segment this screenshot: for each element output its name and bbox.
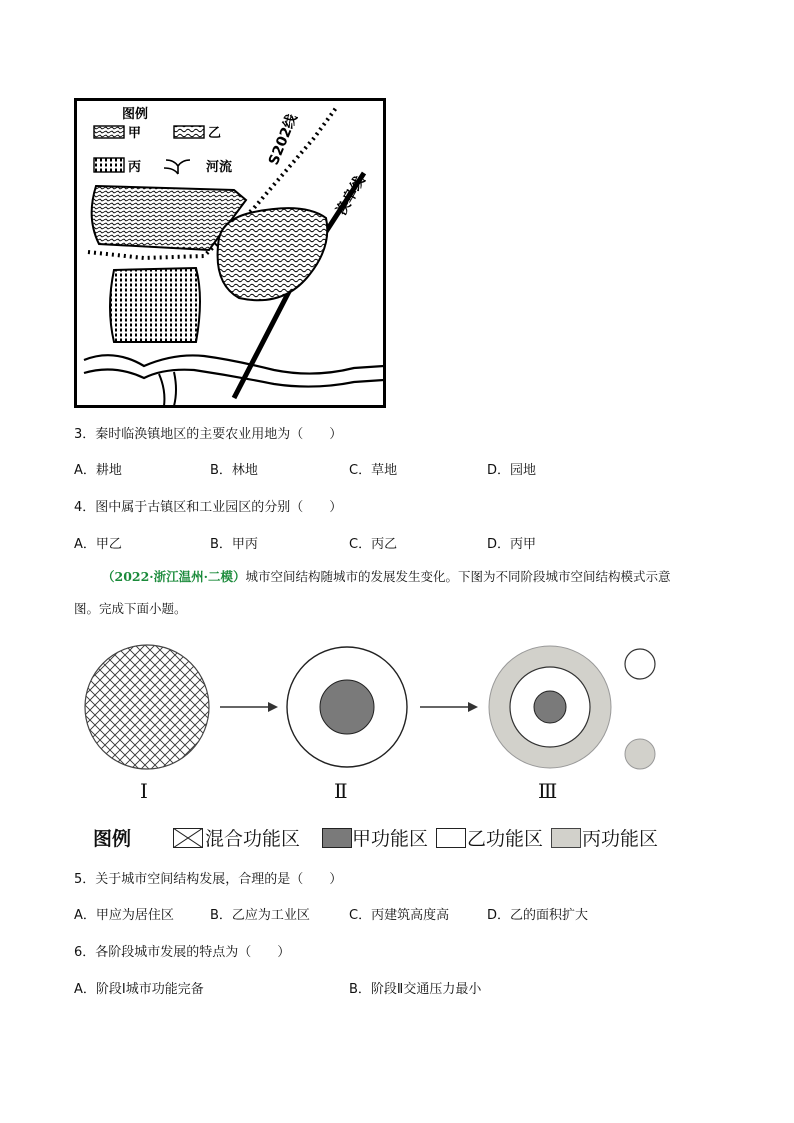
q4-option-b[interactable]: B．甲丙 [210, 537, 258, 552]
stage3-satellite-bing [625, 739, 655, 769]
q3-option-a[interactable]: A．耕地 [74, 463, 122, 478]
q3-option-b[interactable]: B．林地 [210, 463, 258, 478]
zone-bing [110, 268, 200, 342]
legend-jia-label: 甲 [128, 126, 142, 141]
q3-option-d[interactable]: D．园地 [487, 463, 537, 478]
land-use-map [74, 98, 386, 408]
legend-jia-swatch [322, 828, 352, 848]
legend-yi-swatch [174, 126, 204, 138]
legend-yi-label: 乙 [208, 126, 222, 141]
q5-option-d[interactable]: D．乙的面积扩大 [487, 908, 589, 923]
legend-river-label: 河流 [206, 160, 233, 175]
legend-bing-label: 丙功能区 [582, 828, 659, 850]
land-use-map-svg [74, 98, 386, 408]
road-s202-label: S202线 [265, 112, 301, 168]
city-structure-figure [80, 640, 680, 815]
legend-yi-swatch [436, 828, 466, 848]
q6-stem: 6．各阶段城市发展的特点为（ ） [74, 945, 291, 960]
passage-source: （2022·浙江温州·二模） [102, 569, 246, 584]
legend-jia-swatch [94, 126, 124, 138]
stage-label-3: Ⅲ [538, 779, 558, 803]
stage-label-1: Ⅰ [140, 779, 148, 803]
q4-option-d[interactable]: D．丙甲 [487, 537, 537, 552]
q6-option-a[interactable]: A．阶段Ⅰ城市功能完备 [74, 982, 204, 997]
q3-stem: 3．秦时临涣镇地区的主要农业用地为（ ） [74, 427, 343, 442]
map-legend-title: 图例 [122, 107, 149, 122]
q5-stem: 5．关于城市空间结构发展，合理的是（ ） [74, 872, 343, 887]
legend-bing-label: 丙 [128, 160, 142, 175]
road-huanfu-label: 涣阜线 [333, 173, 369, 218]
q5-option-c[interactable]: C．丙建筑高度高 [349, 908, 450, 923]
legend-bing-swatch [94, 158, 124, 172]
q4-stem: 4．图中属于古镇区和工业园区的分别（ ） [74, 500, 343, 515]
legend-mixed-swatch [173, 828, 203, 848]
stage3-satellite-yi [625, 649, 655, 679]
q5-option-a[interactable]: A．甲应为居住区 [74, 908, 174, 923]
passage-line2: 图。完成下面小题。 [74, 601, 187, 616]
q5-option-b[interactable]: B．乙应为工业区 [210, 908, 310, 923]
q4-option-c[interactable]: C．丙乙 [349, 537, 398, 552]
passage-line1 [102, 568, 671, 586]
city-legend [93, 822, 673, 854]
stage1-mixed-zone [85, 645, 209, 769]
q3-option-c[interactable]: C．草地 [349, 463, 398, 478]
legend-bing-swatch [551, 828, 581, 848]
city-structure-svg [80, 640, 680, 815]
city-legend-title: 图例 [93, 828, 132, 850]
passage-text-1: 城市空间结构随城市的发展发生变化。下图为不同阶段城市空间结构模式示意 [245, 569, 671, 584]
legend-jia-label: 甲功能区 [352, 828, 429, 850]
stage-label-2: Ⅱ [334, 779, 348, 803]
q6-option-b[interactable]: B．阶段Ⅱ交通压力最小 [349, 982, 482, 997]
q4-option-a[interactable]: A．甲乙 [74, 537, 122, 552]
legend-mixed-label: 混合功能区 [205, 828, 301, 850]
arrow-1-head [268, 702, 278, 712]
legend-yi-label: 乙功能区 [467, 828, 544, 850]
stage2-jia-zone [320, 680, 374, 734]
stage3-jia-zone [534, 691, 566, 723]
arrow-2-head [468, 702, 478, 712]
